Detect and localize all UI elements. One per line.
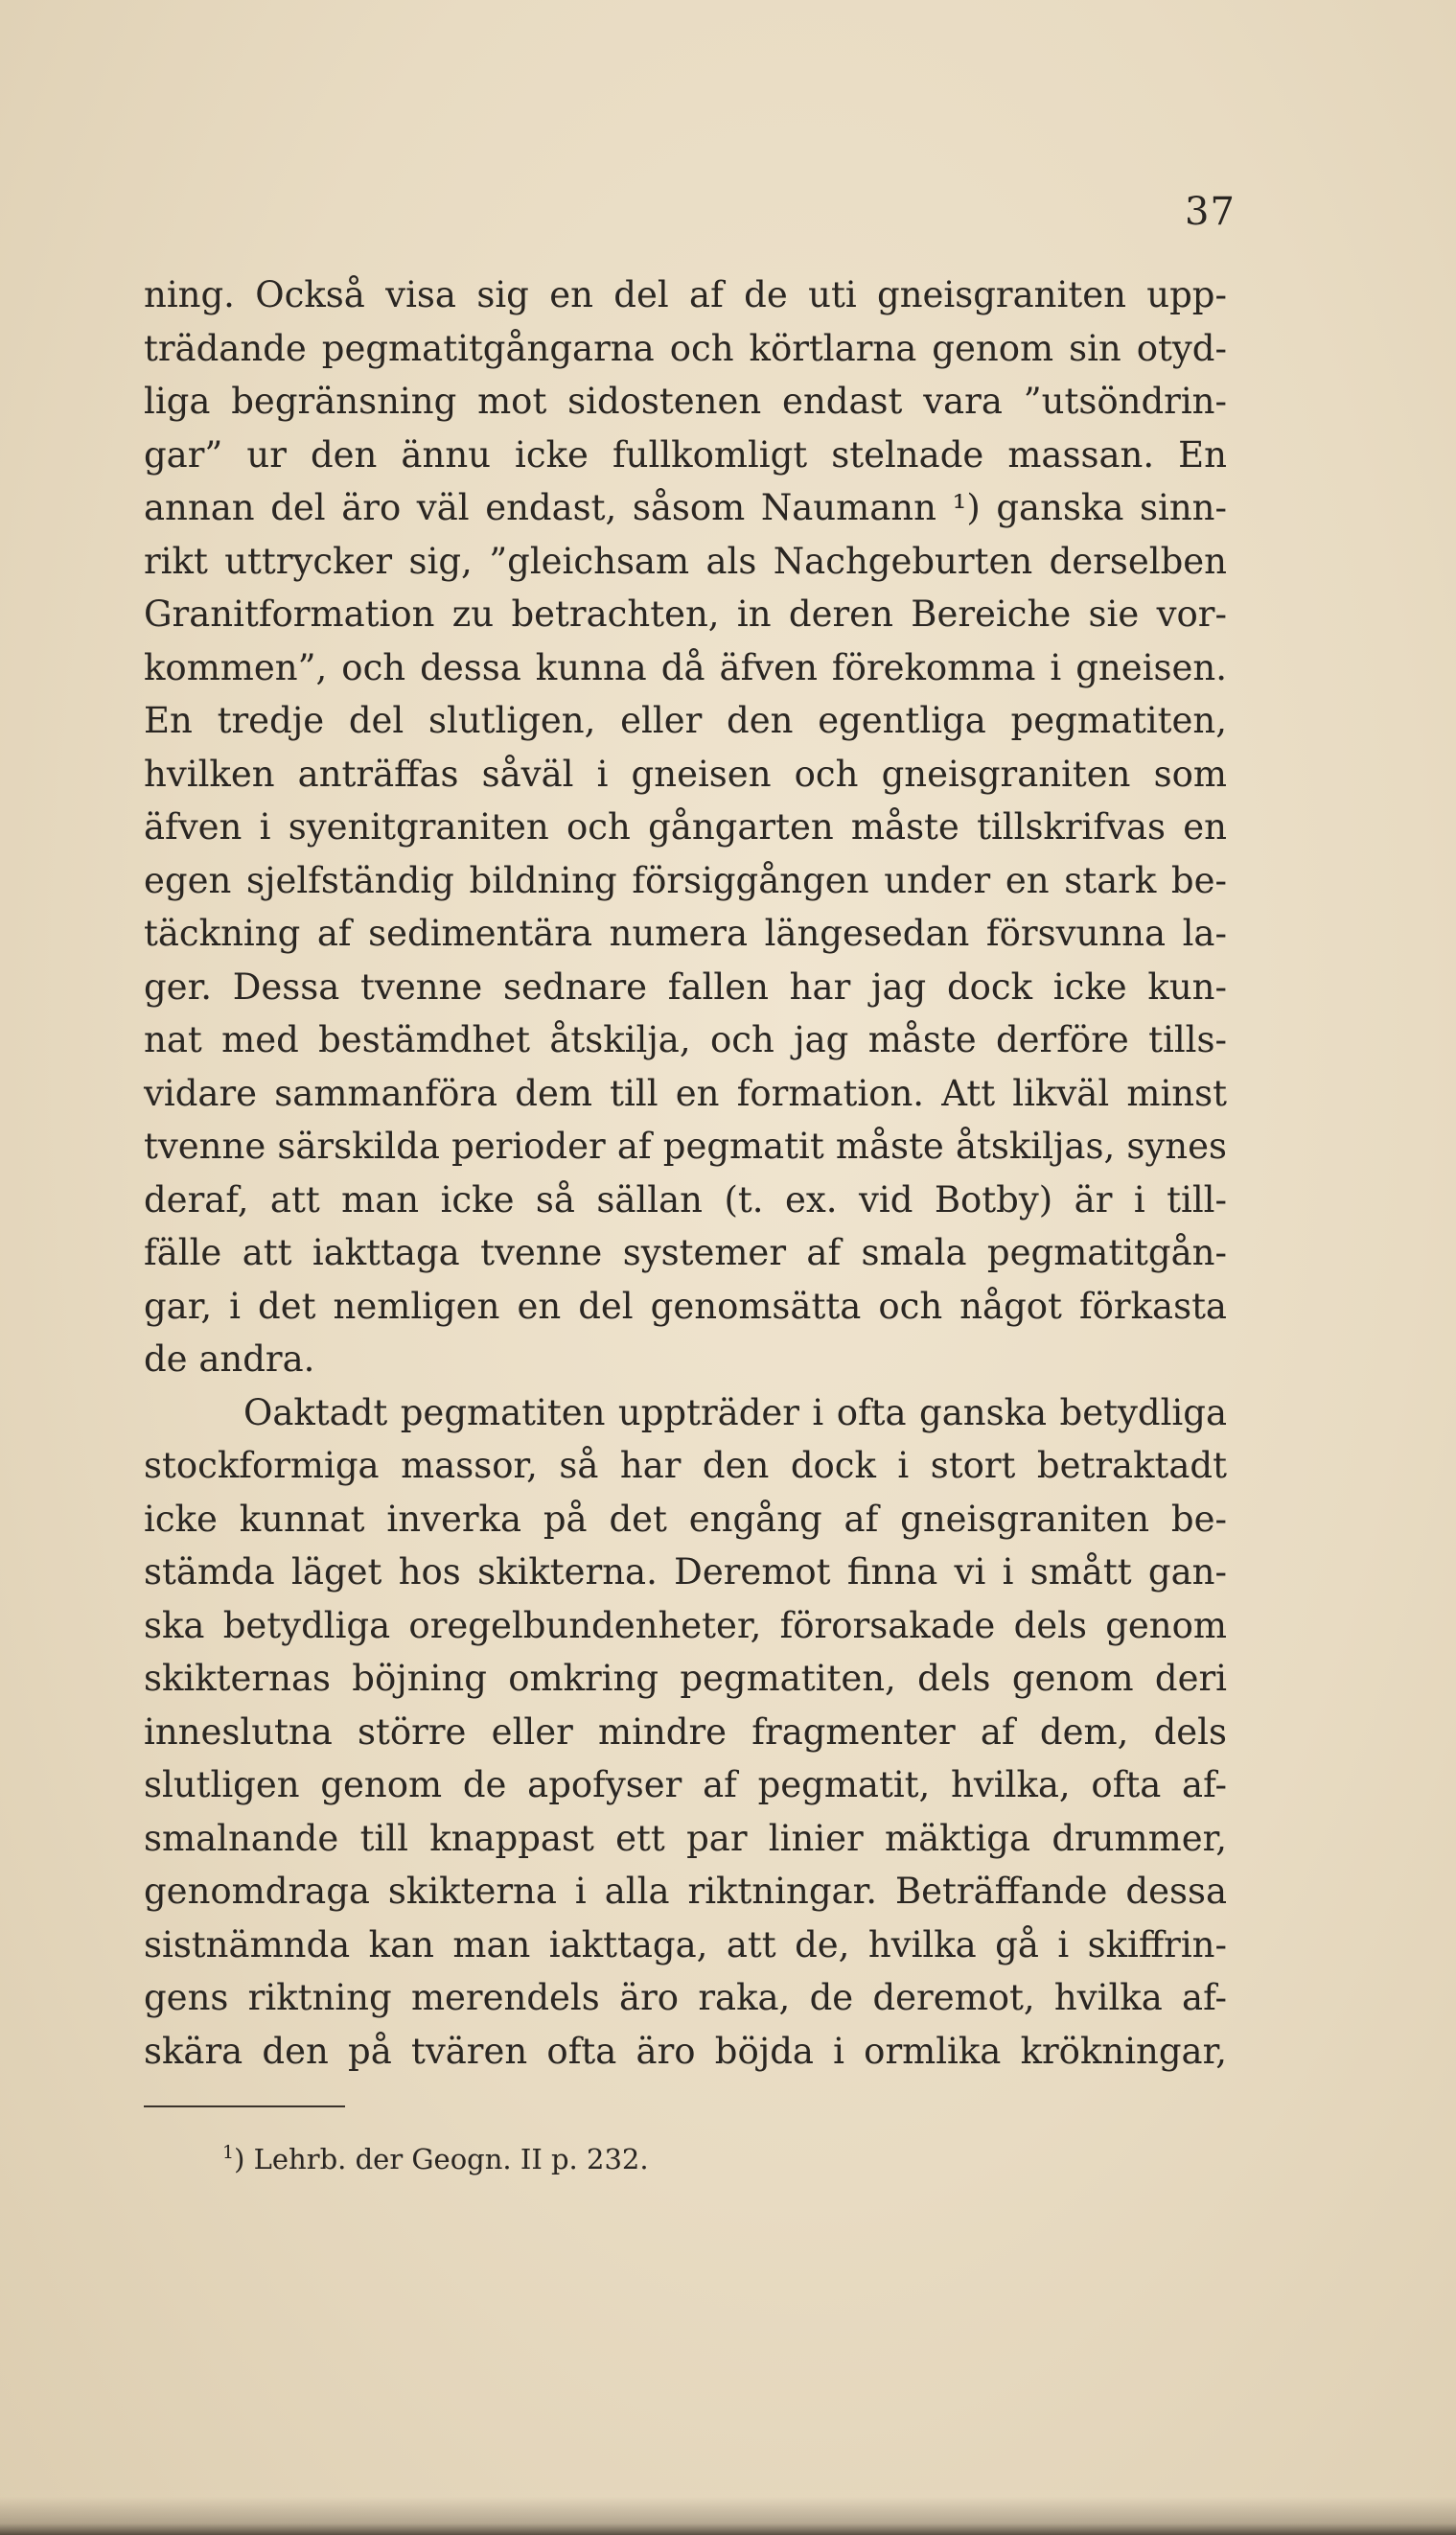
text-line: fälle att iakttaga tvenne systemer af smala pegmatitgån- (144, 1232, 1227, 1273)
text-line: täckning af sedimentära numera längesedan försvunna la- (144, 913, 1227, 954)
text-line: skikternas böjning omkring pegmatiten, dels genom deri (144, 1658, 1227, 1699)
text-line: liga begränsning mot sidostenen endast vara ”utsöndrin- (144, 381, 1227, 422)
text-line: tvenne särskilda perioder af pegmatit måste åtskiljas, synes (144, 1126, 1227, 1167)
text-line: ska betydliga oregelbundenheter, förorsakade dels genom (144, 1604, 1227, 1646)
text-line: icke kunnat inverka på det engång af gneisgraniten be- (144, 1498, 1227, 1540)
text-line: kommen”, och dessa kunna då äfven förekomma i gneisen. (144, 646, 1227, 688)
text-line: skära den på tvären ofta äro böjda i ormlika krökningar, (144, 2030, 1227, 2072)
footnote-marker: 1 (222, 2142, 235, 2163)
text-line: deraf, att man icke så sällan (t. ex. vid Botby) är i till- (144, 1178, 1227, 1221)
text-line: nat med bestämdhet åtskilja, och jag måste derföre tills- (144, 1019, 1227, 1060)
text-line: stämda läget hos skikterna. Deremot finna vi i smått gan- (144, 1551, 1227, 1593)
text-line: En tredje del slutligen, eller den egentliga pegmatiten, (144, 700, 1227, 741)
text-line: rikt uttrycker sig, ”gleichsam als Nachgeburten derselben (144, 540, 1227, 582)
page-number: 37 (1185, 190, 1236, 234)
text-line: genomdraga skikterna i alla riktningar. Beträffande dessa (144, 1871, 1227, 1912)
text-line: smalnande till knappast ett par linier mäktiga drummer, (144, 1817, 1227, 1859)
text-line: slutligen genom de apofyser af pegmatit, hvilka, ofta af- (144, 1764, 1227, 1805)
body-text (144, 268, 1227, 2078)
text-line: äfven i syenitgraniten och gångarten måste tillskrifvas en (144, 806, 1227, 848)
footnote-text: ) Lehrb. der Geogn. II p. 232. (234, 2143, 649, 2175)
text-line: ger. Dessa tvenne sednare fallen har jag dock icke kun- (144, 965, 1227, 1008)
text-line: gar” ur den ännu icke fullkomligt stelnade massan. En (144, 433, 1227, 476)
text-line: trädande pegmatitgångarna och körtlarna genom sin otyd- (144, 327, 1227, 369)
page-edge-shadow (0, 2497, 1456, 2535)
text-line: Granitformation zu betrachten, in deren Bereiche sie vor- (144, 593, 1227, 635)
text-line: vidare sammanföra dem till en formation. Att likväl minst (144, 1072, 1227, 1114)
text-line: annan del äro väl endast, såsom Naumann ¹) ganska sinn- (144, 487, 1227, 528)
text-line: Oaktadt pegmatiten uppträder i ofta ganska betydliga (243, 1391, 1227, 1433)
text-line: stockformiga massor, så har den dock i stort betraktadt (144, 1445, 1227, 1486)
footnote (222, 2142, 649, 2175)
text-line: ning. Också visa sig en del af de uti gneisgraniten upp- (144, 274, 1227, 315)
text-line: gens riktning merendels äro raka, de deremot, hvilka af- (144, 1977, 1227, 2018)
text-line: sistnämnda kan man iakttaga, att de, hvilka gå i skiffrin- (144, 1923, 1227, 1965)
footnote-divider (144, 2105, 345, 2107)
text-line: gar, i det nemligen en del genomsätta och något förkasta (144, 1285, 1227, 1327)
text-line: inneslutna större eller mindre fragmenter af dem, dels (144, 1710, 1227, 1753)
text-line: hvilken anträffas såväl i gneisen och gneisgraniten som (144, 753, 1227, 795)
text-line: egen sjelfständig bildning försiggången under en stark be- (144, 859, 1227, 901)
text-line: de andra. (144, 1338, 315, 1380)
